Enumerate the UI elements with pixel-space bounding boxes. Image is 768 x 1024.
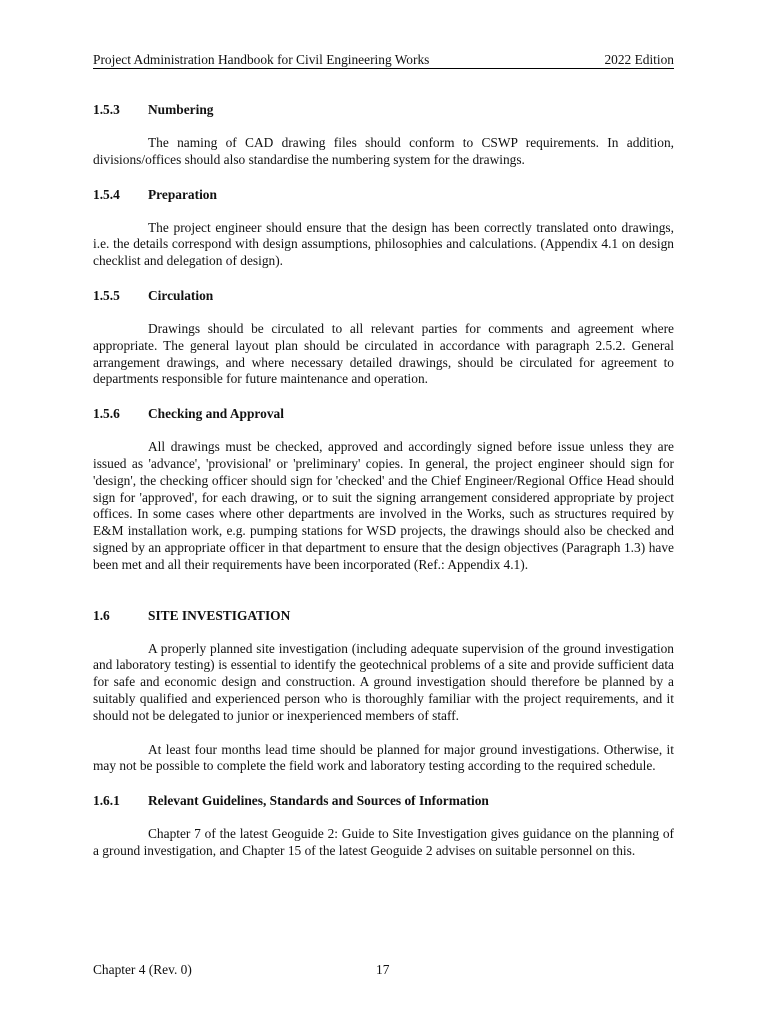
section-number: 1.5.4 bbox=[93, 186, 120, 202]
section-title: Numbering bbox=[148, 102, 214, 117]
paragraph: Drawings should be circulated to all relevant parties for comments and agreement where appropriate. The general layout plan should be circulated in accordance with paragraph 2.5.2. General arrangement drawings, and where necessary detailed drawings, should be circulated for agreement to departments responsible for future maintenance and operation. bbox=[93, 320, 674, 387]
paragraph: A properly planned site investigation (including adequate supervision of the ground investigation and laboratory testing) is essential to identify the geotechnical problems of a site and provide sufficient data for safe and economic design and construction. A ground investigation should therefore be planned by a suitably qualified and experienced person who is thoroughly familiar with the project requirements, and it should not be delegated to junior or inexperienced members of staff. bbox=[93, 640, 674, 723]
paragraph: All drawings must be checked, approved and accordingly signed before issue unless they are issued as 'advance', 'provisional' or 'preliminary' copies. In general, the project engineer should sign for 'design', the checking officer should sign for 'checked' and the Chief Engineer/Regional Office Head should sign for 'approved', for each drawing, or to suit the signing arrangement considered appropriate by project offices. In some cases where other departments are involved in the Works, such as structures required by E&M installation work, e.g. pumping stations for WSD projects, the drawings should also be checked and signed by an appropriate officer in that department to ensure that the design objectives (Paragraph 1.3) have been met and all their requirements have been incorporated (Ref.: Appendix 4.1). bbox=[93, 439, 674, 572]
paragraph: At least four months lead time should be planned for major ground investigations. Otherwise, it may not be possible to complete the field work and laboratory testing according to the required schedule. bbox=[93, 741, 674, 774]
page-content bbox=[93, 101, 674, 860]
paragraph: Chapter 7 of the latest Geoguide 2: Guide to Site Investigation gives guidance on the planning of a ground investigation, and Chapter 15 of the latest Geoguide 2 advises on suitable personnel on this. bbox=[93, 826, 674, 858]
paragraph: The project engineer should ensure that the design has been correctly translated onto drawings, i.e. the details correspond with design assumptions, philosophies and calculations. (Appendix 4.1 on design checklist and delegation of design). bbox=[93, 219, 674, 269]
section-1-6 bbox=[93, 607, 674, 776]
section-1-5-4 bbox=[93, 186, 674, 270]
footer-chapter: Chapter 4 (Rev. 0) bbox=[93, 962, 192, 977]
section-title: SITE INVESTIGATION bbox=[148, 607, 291, 623]
section-heading bbox=[93, 405, 674, 422]
header-edition: 2022 Edition bbox=[604, 52, 674, 67]
paragraph: The naming of CAD drawing files should conform to CSWP requirements. In addition, divisions/offices should also standardise the numbering system for the drawings. bbox=[93, 135, 674, 167]
page-header bbox=[93, 52, 674, 69]
section-heading bbox=[93, 287, 674, 304]
section-title: Checking and Approval bbox=[148, 406, 284, 422]
section-number: 1.5.3 bbox=[93, 102, 120, 117]
page-footer bbox=[93, 962, 674, 978]
section-1-5-3 bbox=[93, 101, 674, 169]
section-1-5-5 bbox=[93, 287, 674, 388]
header-title: Project Administration Handbook for Civil Engineering Works bbox=[93, 52, 430, 67]
section-heading bbox=[93, 792, 674, 809]
section-heading bbox=[93, 186, 674, 203]
section-title: Preparation bbox=[148, 186, 217, 202]
section-title: Circulation bbox=[148, 287, 214, 303]
section-heading bbox=[93, 607, 674, 624]
section-heading bbox=[93, 101, 674, 118]
page-number: 17 bbox=[376, 962, 390, 977]
section-number: 1.6.1 bbox=[93, 793, 120, 809]
section-number: 1.5.6 bbox=[93, 406, 120, 422]
section-number: 1.5.5 bbox=[93, 287, 120, 303]
section-1-5-6 bbox=[93, 405, 674, 573]
section-1-6-1 bbox=[93, 792, 674, 860]
section-number: 1.6 bbox=[93, 607, 110, 623]
section-title: Relevant Guidelines, Standards and Sources of Information bbox=[148, 793, 489, 809]
